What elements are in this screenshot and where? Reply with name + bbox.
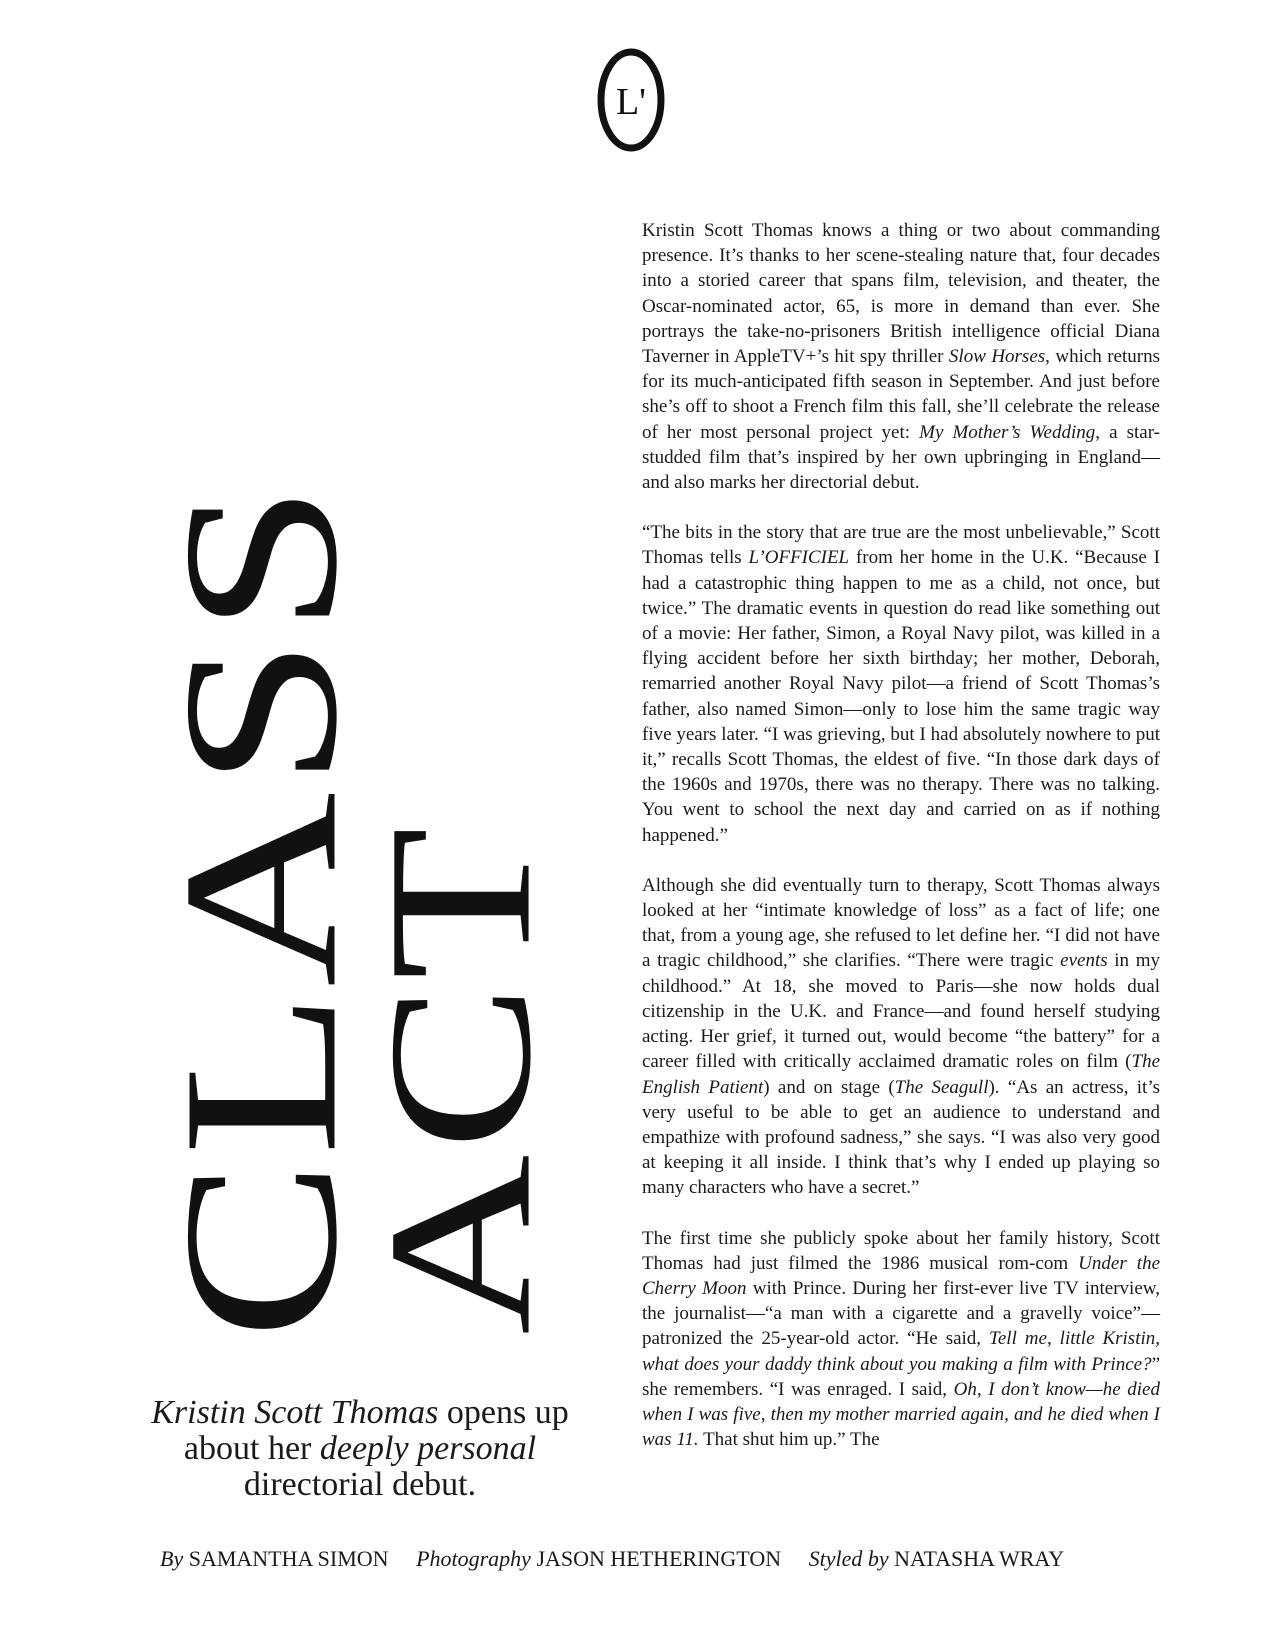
magazine-logo [594,48,668,152]
paragraph-3: Although she did eventually turn to therapy, Scott Thomas always looked at her “intimate knowledge of loss” as a fact of life; one that, from a young age, she refused to let define her. “I did not have a tragic childhood,” she clarifies. “There were tragic events in my childhood.” At 18, she moved to Paris—she now holds dual citizenship in the U.K. and France—and found herself studying acting. Her grief, it turned out, would become “the battery” for a career filled with critically acclaimed dramatic roles on film (The English Patient) and on stage (The Seagull). “As an actress, it’s very useful to be able to get an audience to understand and empathize with profound sadness,” she says. “I was also very good at keeping it all inside. I think that’s why I ended up playing so many characters who have a secret.” [642,874,1160,1199]
credit-styled-name: NATASHA WRAY [894,1546,1065,1571]
credit-photo-name: JASON HETHERINGTON [536,1546,782,1571]
article-body [642,218,1160,1477]
headline-line-2: ACT [346,823,574,1335]
credit-author-name: SAMANTHA SIMON [188,1546,389,1571]
article-dek [140,1395,580,1503]
logo-text: L' [615,81,647,123]
dek-text-end: directorial debut. [243,1466,477,1503]
paragraph-1: Kristin Scott Thomas knows a thing or two about commanding presence. It’s thanks to her scene-stealing nature that, four decades into a storied career that spans film, television, and theater, the Oscar-nominated actor, 65, is more in demand than ever. She portrays the take-no-prisoners British intelligence official Diana Taverner in AppleTV+’s hit spy thriller Slow Horses, which returns for its much-anticipated fifth season in September. And just before she’s off to shoot a French film this fall, she’ll celebrate the release of her most personal project yet: My Mother’s Wedding, a star-studded film that’s inspired by her own upbringing in England—and also marks her directorial debut. [642,220,1160,494]
logo-mark [594,48,668,152]
credit-author-label: By [160,1546,184,1571]
headline-line-1: CLASS [137,479,383,1340]
dek-text: opens up about her [183,1394,569,1467]
dek-name: Kristin Scott Thomas [151,1394,439,1431]
paragraph-4: The first time she publicly spoke about her family history, Scott Thomas had just filmed the 1986 musical rom-com Under the Cherry Moon with Prince. During her first-ever live TV interview, the journalist—“a man with a cigarette and a gravelly voice”—patronized the 25-year-old actor. “He said, Tell me, little Kristin, what does your daddy think about you making a film with Prince?” she remembers. “I was enraged. I said, Oh, I don’t know—he died when I was five, then my mother married again, and he died when I was 11. That shut him up.” The [642,1227,1161,1451]
article-credits [160,1546,1120,1572]
credit-photo-label: Photography [416,1546,531,1571]
dek-emphasis: deeply personal [319,1430,537,1467]
credit-styled-label: Styled by [808,1546,889,1571]
paragraph-2: “The bits in the story that are true are the most unbelievable,” Scott Thomas tells L’OFFICIEL from her home in the U.K. “Because I had a catastrophic thing happen to me as a child, not once, but twice.” The dramatic events in question do read like something out of a movie: Her father, Simon, a Royal Navy pilot, was killed in a flying accident before her sixth birthday; her mother, Deborah, remarried another Royal Navy pilot—a friend of Scott Thomas’s father, also named Simon—only to lose him the same tragic way five years later. “I was grieving, but I had absolutely nowhere to put it,” recalls Scott Thomas, the eldest of five. “In those dark days of the 1960s and 1970s, there was no therapy. There was no talking. You went to school the next day and carried on as if nothing happened.” [642,522,1160,846]
